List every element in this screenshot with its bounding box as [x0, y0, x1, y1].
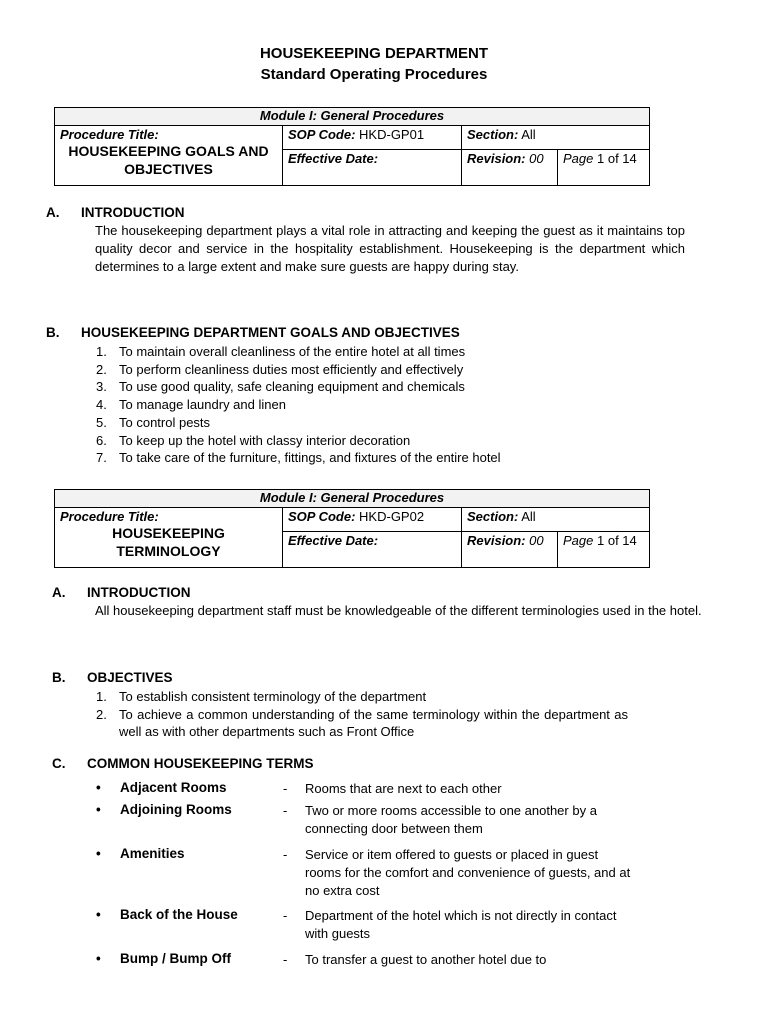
document-subtitle: Standard Operating Procedures [260, 66, 488, 83]
section-title: INTRODUCTION [81, 205, 185, 220]
sop-code-label: SOP Code: [288, 127, 356, 142]
list-item [96, 688, 628, 706]
section-letter: A. [46, 205, 60, 220]
term-label: Back of the House [120, 907, 238, 922]
section-title: HOUSEKEEPING DEPARTMENT GOALS AND OBJECTIVES [81, 325, 460, 340]
term-item [96, 802, 276, 820]
section-a-heading [52, 585, 452, 603]
module-title: Module I: General Procedures [55, 108, 650, 126]
section-label: Section: [467, 127, 519, 142]
section-title: OBJECTIVES [87, 670, 173, 685]
dash-separator: - [283, 803, 288, 818]
page-cell [558, 150, 650, 186]
goals-list [96, 343, 656, 467]
revision-value: 00 [529, 151, 544, 166]
revision-label: Revision: [467, 151, 526, 166]
list-item [96, 414, 656, 432]
list-number: 1. [96, 344, 107, 359]
list-number: 2. [96, 361, 107, 377]
definition-text: Department of the hotel which is not directly in contact with guests [305, 908, 617, 941]
section-b-heading [46, 325, 546, 343]
term-label: Bump / Bump Off [120, 951, 231, 966]
document-title: HOUSEKEEPING DEPARTMENT [259, 45, 489, 62]
dash-separator: - [283, 952, 288, 967]
revision-value: 00 [529, 533, 544, 548]
introduction-paragraph: All housekeeping department staff must be knowledgeable of the different terminologies used in the hotel. [95, 603, 702, 618]
section-letter: A. [52, 585, 66, 600]
bullet-icon: • [96, 780, 101, 795]
term-item [96, 780, 276, 798]
section-title: INTRODUCTION [87, 585, 191, 600]
dash-separator: - [283, 847, 288, 862]
definition-text: To transfer a guest to another hotel due to [305, 952, 547, 967]
list-text: To use good quality, safe cleaning equipment and chemicals [119, 379, 465, 395]
sop-code-value: HKD-GP02 [359, 509, 425, 524]
list-number: 7. [96, 450, 107, 466]
term-definition [283, 802, 633, 838]
definition-text: Two or more rooms accessible to one another by a connecting door between them [305, 803, 597, 836]
revision-cell [462, 150, 558, 186]
section-cell [462, 508, 650, 532]
section-value: All [521, 127, 536, 142]
procedure-header-table-2 [54, 489, 650, 568]
list-item [96, 378, 656, 396]
list-text: To control pests [119, 414, 211, 430]
procedure-title-cell [55, 126, 283, 186]
section-letter: C. [52, 756, 66, 771]
list-item [96, 343, 656, 361]
effective-date-cell [283, 150, 462, 186]
objectives-list [96, 688, 628, 741]
module-title: Module I: General Procedures [55, 490, 650, 508]
section-letter: B. [46, 325, 60, 340]
term-definition [283, 951, 633, 969]
bullet-icon: • [96, 907, 101, 922]
list-number: 4. [96, 397, 107, 413]
effective-date-label: Effective Date: [288, 533, 379, 548]
term-item [96, 907, 276, 925]
list-text: To maintain overall cleanliness of the entire hotel at all times [119, 344, 466, 359]
page-value: 1 of 14 [597, 151, 637, 166]
procedure-header-table-1 [54, 107, 650, 186]
list-text: To achieve a common understanding of the same terminology within the department as well as with other departments such as Front Office [119, 706, 628, 740]
term-definition [283, 780, 633, 798]
sop-code-cell [283, 508, 462, 532]
procedure-title: HOUSEKEEPING TERMINOLOGY [112, 525, 225, 559]
list-item [96, 432, 656, 450]
definition-text: Rooms that are next to each other [305, 781, 502, 796]
section-a-heading [46, 205, 446, 223]
term-definition [283, 846, 633, 900]
section-cell [462, 126, 650, 150]
list-text: To keep up the hotel with classy interior decoration [119, 432, 411, 448]
term-definition [283, 907, 633, 943]
list-item [96, 449, 656, 467]
page-cell [558, 532, 650, 568]
effective-date-label: Effective Date: [288, 151, 379, 166]
sop-code-value: HKD-GP01 [359, 127, 425, 142]
term-item [96, 846, 276, 864]
procedure-title: HOUSEKEEPING GOALS AND OBJECTIVES [68, 143, 269, 177]
page-label: Page [563, 533, 594, 548]
term-label: Amenities [120, 846, 185, 861]
section-letter: B. [52, 670, 66, 685]
list-item [96, 361, 656, 379]
list-text: To perform cleanliness duties most efficiently and effectively [119, 361, 464, 377]
definition-text: Service or item offered to guests or placed in guest rooms for the comfort and convenience of guests, and at no extra cost [305, 847, 631, 898]
revision-cell [462, 532, 558, 568]
list-number: 2. [96, 706, 107, 722]
list-text: To manage laundry and linen [119, 397, 286, 413]
introduction-paragraph: The housekeeping department plays a vital role in attracting and keeping the guest as it maintains top quality decor and service in the hospitality establishment. Housekeeping is the department which determines to a large extent and make sure guests are happy during stay. [95, 223, 685, 274]
section-value: All [521, 509, 536, 524]
list-number: 5. [96, 414, 107, 430]
section-label: Section: [467, 509, 519, 524]
bullet-icon: • [96, 846, 101, 861]
procedure-title-cell [55, 508, 283, 568]
procedure-title-label: Procedure Title: [60, 509, 159, 524]
page-value: 1 of 14 [597, 533, 637, 548]
list-text: To establish consistent terminology of the department [119, 689, 427, 704]
revision-label: Revision: [467, 533, 526, 548]
dash-separator: - [283, 908, 288, 923]
bullet-icon: • [96, 951, 101, 966]
dash-separator: - [283, 781, 288, 796]
list-item [96, 396, 656, 414]
bullet-icon: • [96, 802, 101, 817]
page-label: Page [563, 151, 594, 166]
list-number: 6. [96, 432, 107, 448]
list-item [96, 706, 628, 741]
list-number: 3. [96, 379, 107, 395]
section-c-heading [52, 756, 452, 774]
list-text: To take care of the furniture, fittings, and fixtures of the entire hotel [119, 450, 501, 466]
term-item [96, 951, 276, 969]
sop-code-cell [283, 126, 462, 150]
list-number: 1. [96, 689, 107, 704]
section-title: COMMON HOUSEKEEPING TERMS [87, 756, 314, 771]
procedure-title-label: Procedure Title: [60, 127, 159, 142]
section-b-heading [52, 670, 452, 688]
effective-date-cell [283, 532, 462, 568]
term-label: Adjoining Rooms [120, 802, 232, 817]
sop-code-label: SOP Code: [288, 509, 356, 524]
term-label: Adjacent Rooms [120, 780, 227, 795]
